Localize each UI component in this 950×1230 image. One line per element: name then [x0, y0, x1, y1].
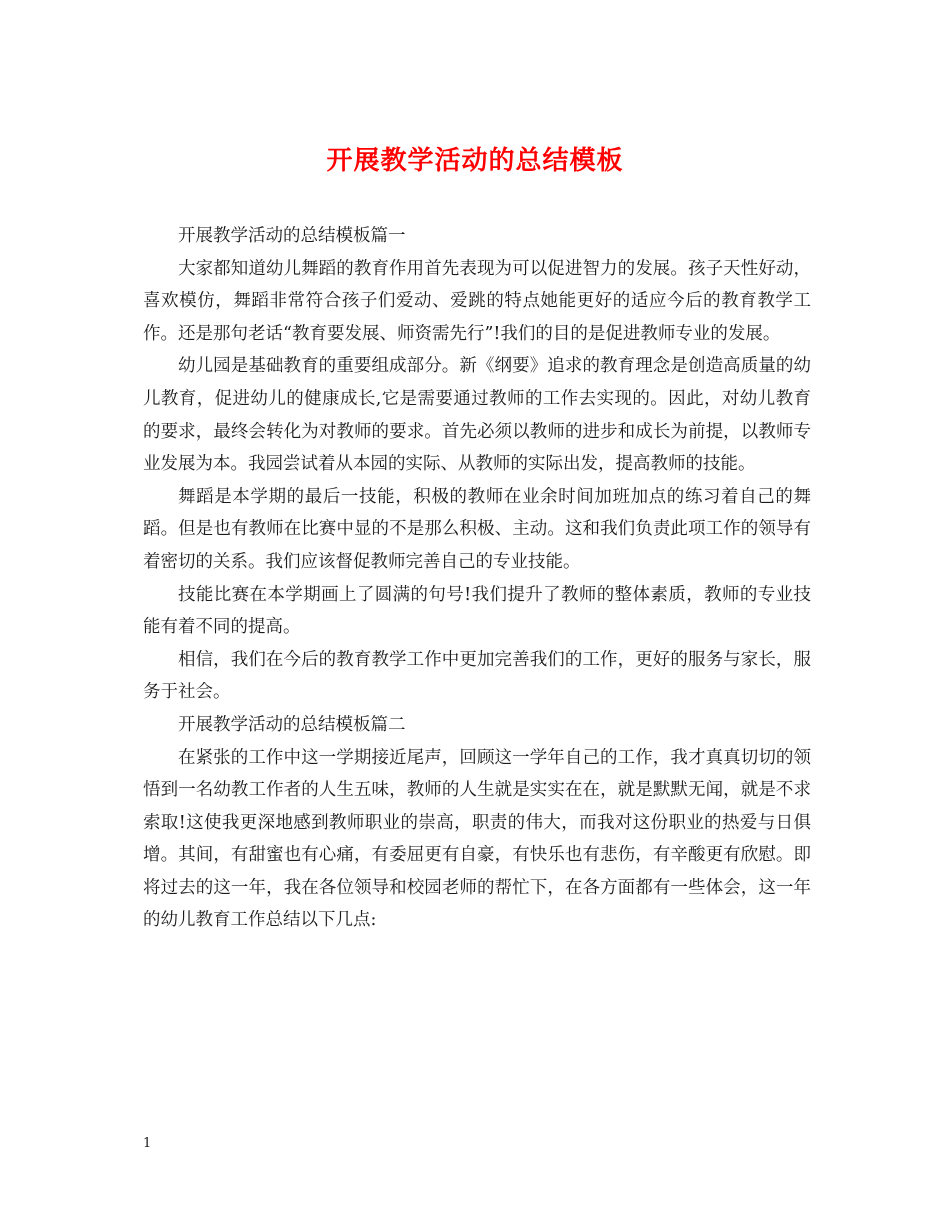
paragraph: 大家都知道幼儿舞蹈的教育作用首先表现为可以促进智力的发展。孩子天性好动，喜欢模仿，舞蹈非常符合孩子们爱动、爱跳的特点她能更好的适应今后的教育教学工作。还是那句老话“教育要发展、师资需先行”!我们的目的是促进教师专业的发展。 [143, 258, 811, 344]
paragraph: 舞蹈是本学期的最后一技能，积极的教师在业余时间加班加点的练习着自己的舞蹈。但是也有教师在比赛中显的不是那么积极、主动。这和我们负责此项工作的领导有着密切的关系。我们应该督促教师完善自己的专业技能。 [143, 486, 811, 572]
paragraph: 在紧张的工作中这一学期接近尾声，回顾这一学年自己的工作，我才真真切切的领悟到一名幼教工作者的人生五味，教师的人生就是实实在在，就是默默无闻，就是不求索取!这使我更深地感到教师职业的崇高，职责的伟大，而我对这份职业的热爱与日俱增。其间，有甜蜜也有心痛，有委屈更有自豪，有快乐也有悲伤，有辛酸更有欣慰。即将过去的这一年，我在各位领导和校园老师的帮忙下，在各方面都有一些体会，这一年的幼儿教育工作总结以下几点: [143, 747, 811, 931]
section-heading-2: 开展教学活动的总结模板篇二 [178, 714, 406, 735]
paragraph: 技能比赛在本学期画上了圆满的句号!我们提升了教师的整体素质，教师的专业技能有着不同的提高。 [143, 584, 811, 638]
page-number: 1 [143, 1136, 152, 1151]
document-title: 开展教学活动的总结模板 [326, 146, 624, 176]
paragraph: 相信，我们在今后的教育教学工作中更加完善我们的工作，更好的服务与家长，服务于社会。 [143, 649, 811, 703]
document-body [143, 220, 811, 937]
section-heading-1: 开展教学活动的总结模板篇一 [178, 226, 406, 246]
paragraph: 幼儿园是基础教育的重要组成部分。新《纲要》追求的教育理念是创造高质量的幼儿教育，促进幼儿的健康成长,它是需要通过教师的工作去实现的。因此，对幼儿教育的要求，最终会转化为对教师的要求。首先必须以教师的进步和成长为前提，以教师专业发展为本。我园尝试着从本园的实际、从教师的实际出发，提高教师的技能。 [143, 356, 811, 475]
